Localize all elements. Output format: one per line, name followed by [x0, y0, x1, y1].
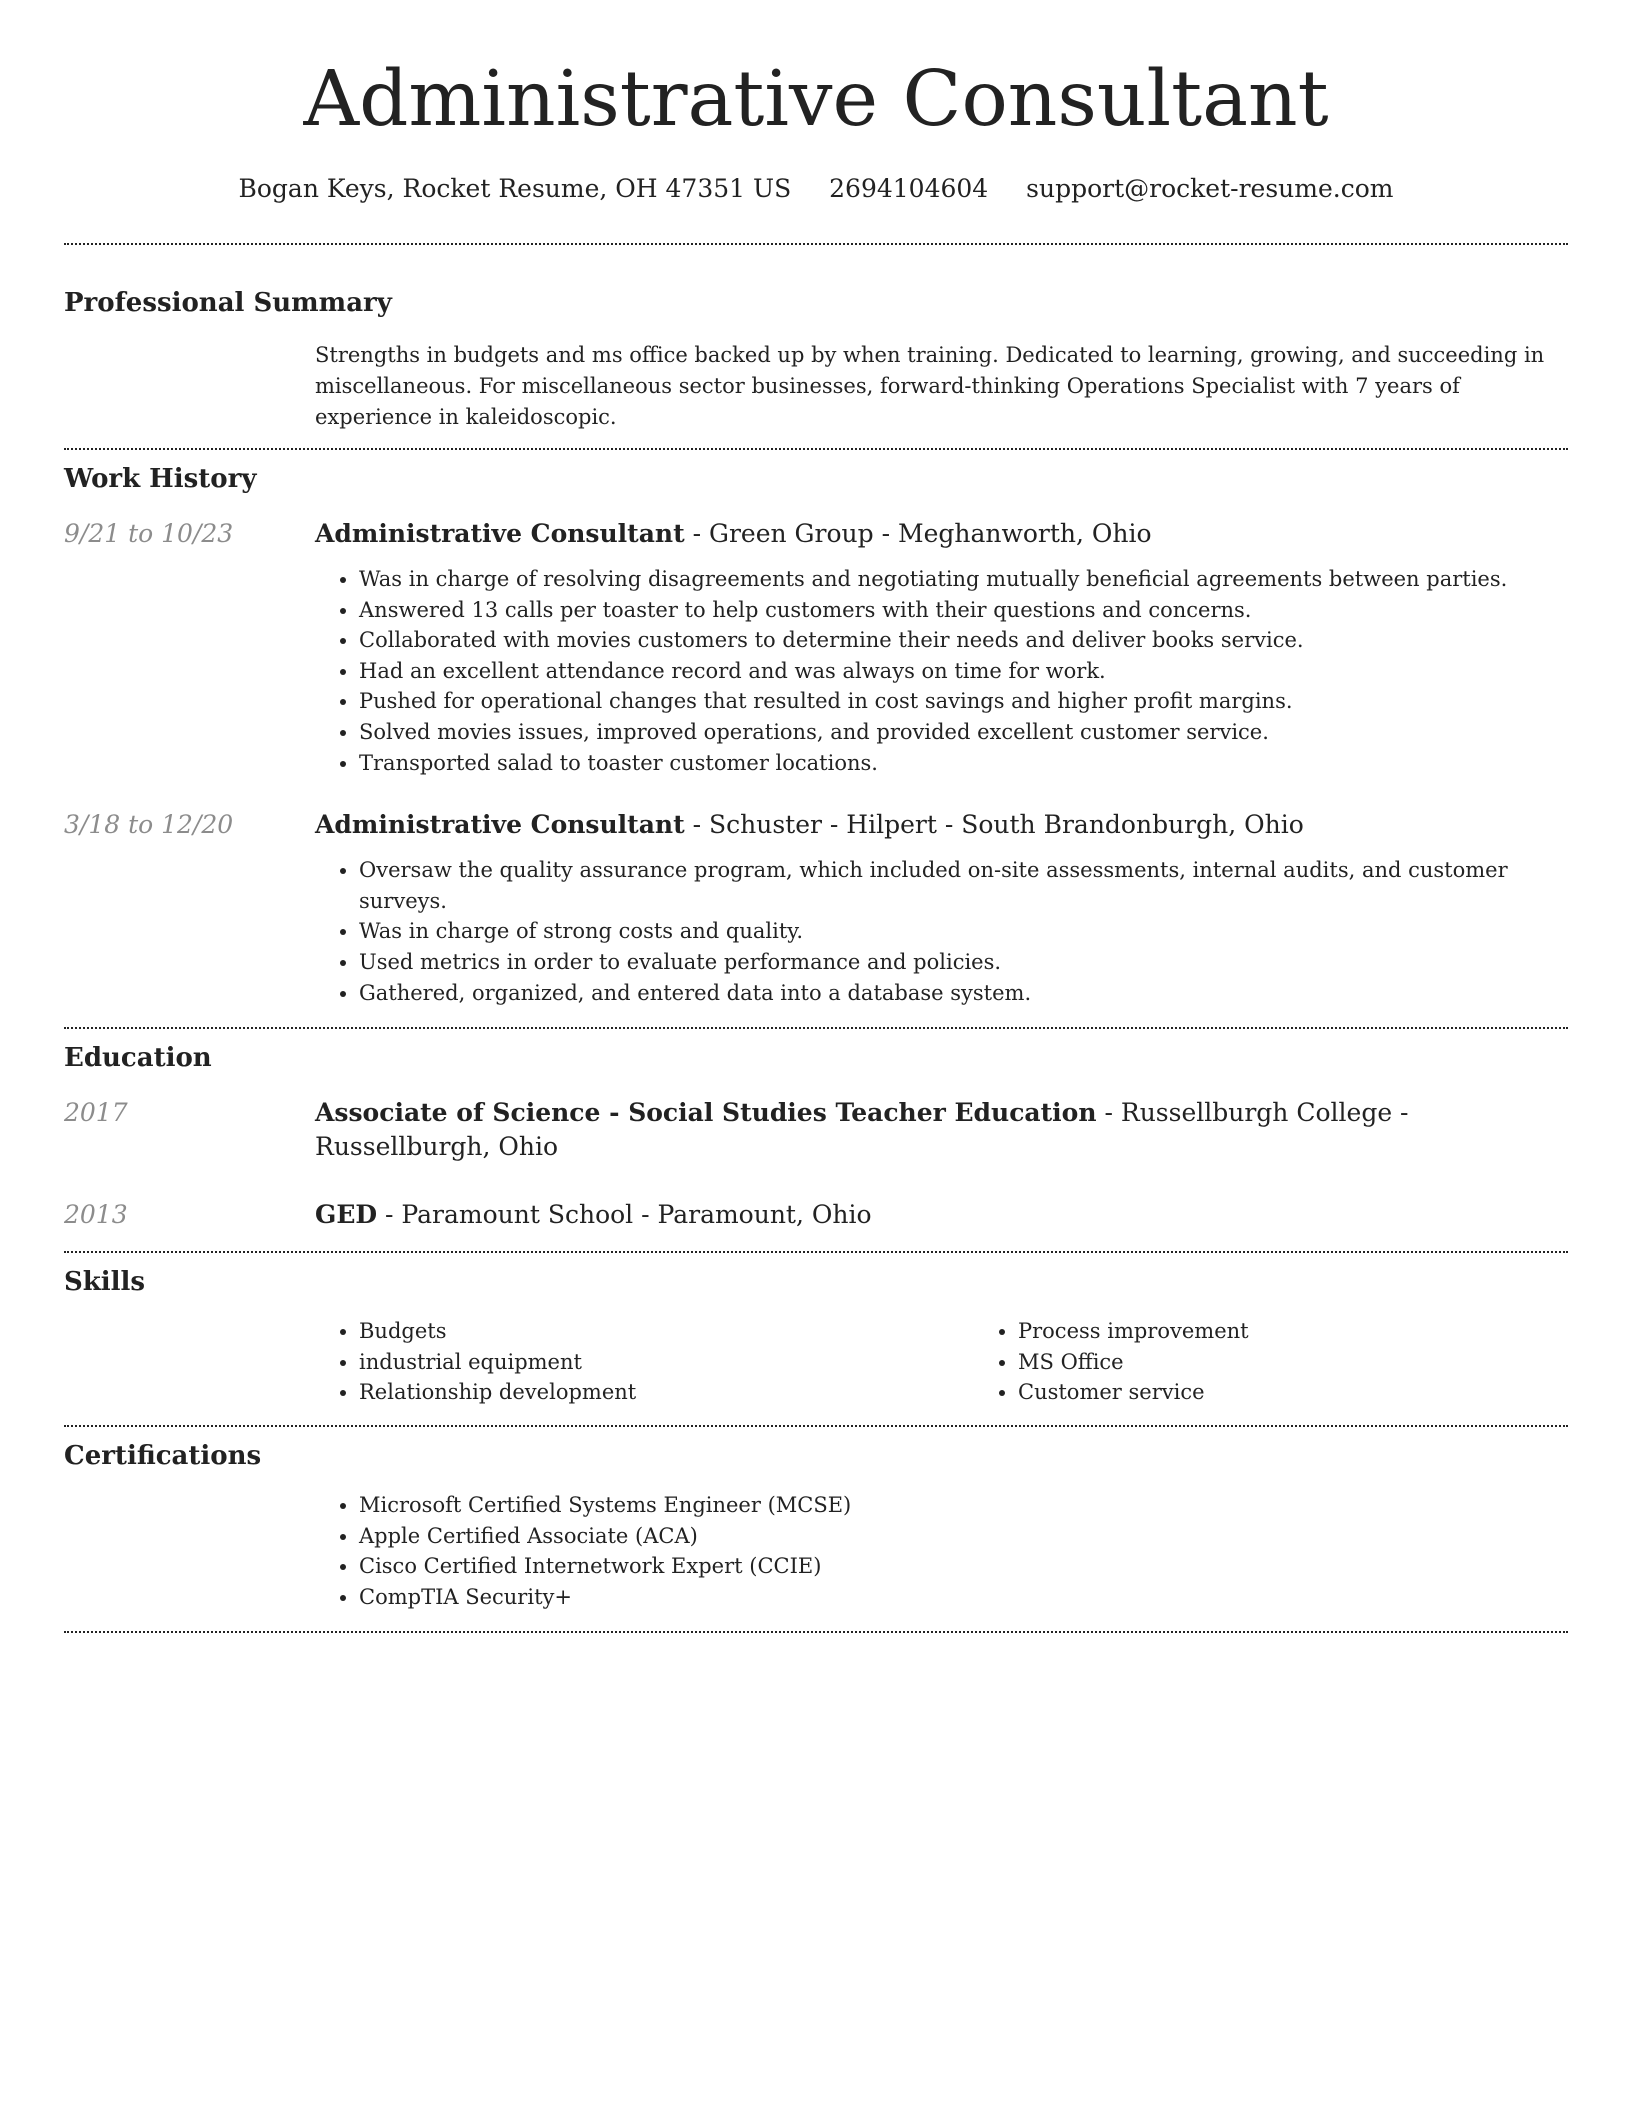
list-item: • Cisco Certified Internetwork Expert (CCIE) — [359, 1551, 1568, 1582]
section-divider — [64, 1027, 1568, 1029]
skills-row — [64, 1316, 1568, 1408]
education-year: 2013 — [64, 1200, 128, 1230]
list-item: • Used metrics in order to evaluate performance and policies. — [359, 947, 1568, 978]
skills-list-left — [315, 1316, 974, 1408]
work-history-heading: Work History — [64, 464, 257, 494]
education-heading: Education — [64, 1043, 212, 1074]
summary-heading: Professional Summary — [64, 288, 392, 318]
list-item: • Collaborated with movies customers to determine their needs and deliver books service. — [359, 625, 1568, 656]
education-degree: Associate of Science - Social Studies Teacher Education — [315, 1098, 1097, 1128]
job-bullets — [315, 564, 1568, 778]
certifications-row — [64, 1490, 1568, 1612]
list-item: • MS Office — [1018, 1347, 1632, 1378]
skills-grid — [315, 1316, 1632, 1408]
certifications-list — [315, 1490, 1568, 1612]
section-divider — [64, 1631, 1568, 1633]
job-position: Administrative Consultant — [315, 519, 685, 548]
job-bullets — [315, 855, 1568, 1008]
list-item: • Microsoft Certified Systems Engineer (MCSE) — [359, 1490, 1568, 1521]
section-divider — [64, 243, 1568, 245]
list-item: • Relationship development — [359, 1377, 974, 1408]
skills-list-right — [974, 1316, 1632, 1408]
contact-line — [64, 172, 1568, 206]
section-divider — [64, 448, 1568, 450]
education-entry — [64, 1096, 1568, 1164]
candidate-name: Administrative Consultant — [303, 55, 1329, 144]
list-item: • Solved movies issues, improved operations, and provided excellent customer service. — [359, 717, 1568, 748]
list-item: • Apple Certified Associate (ACA) — [359, 1521, 1568, 1552]
list-item: • Was in charge of resolving disagreements and negotiating mutually beneficial agreements between parties. — [359, 564, 1568, 595]
list-item: • Was in charge of strong costs and quality. — [359, 916, 1568, 947]
list-item: • Process improvement — [1018, 1316, 1632, 1347]
education-heading-line — [315, 1096, 1568, 1164]
education-heading-line — [315, 1198, 1568, 1232]
job-heading — [315, 808, 1568, 842]
certifications-heading: Certifications — [64, 1440, 262, 1471]
contact-email: support@rocket-resume.com — [1026, 174, 1394, 203]
education-details: - Paramount School - Paramount, Ohio — [377, 1200, 872, 1230]
summary-row — [64, 340, 1568, 433]
list-item: • Gathered, organized, and entered data into a database system. — [359, 978, 1568, 1009]
job-details: - Schuster - Hilpert - South Brandonburgh, Ohio — [684, 810, 1304, 840]
list-item: • Customer service — [1018, 1377, 1632, 1408]
education-year: 2017 — [64, 1098, 128, 1128]
job-dates: 9/21 to 10/23 — [64, 519, 234, 548]
resume-page — [64, 0, 1568, 1633]
education-details: - Russellburgh College - Russellburgh, Ohio — [315, 1098, 1409, 1162]
list-item: • Pushed for operational changes that resulted in cost savings and higher profit margins. — [359, 686, 1568, 717]
job-heading — [315, 517, 1568, 551]
contact-phone: 2694104604 — [829, 174, 989, 203]
list-item: • Oversaw the quality assurance program, which included on-site assessments, internal audits, and customer surveys. — [359, 855, 1568, 916]
contact-address: Bogan Keys, Rocket Resume, OH 47351 US — [238, 174, 792, 203]
job-dates: 3/18 to 12/20 — [64, 810, 234, 840]
summary-text: Strengths in budgets and ms office backed up by when training. Dedicated to learning, growing, and succeeding in miscellaneous. For miscellaneous sector businesses, forward-thinking Operations Specialist with 7 years of experience in kaleidoscopic. — [315, 343, 1545, 429]
list-item: • Transported salad to toaster customer locations. — [359, 748, 1568, 779]
job-entry — [64, 808, 1568, 1008]
job-entry — [64, 517, 1568, 778]
section-divider — [64, 1251, 1568, 1253]
job-details: - Green Group - Meghanworth, Ohio — [684, 519, 1152, 548]
list-item: • Answered 13 calls per toaster to help customers with their questions and concerns. — [359, 595, 1568, 626]
skills-heading: Skills — [64, 1267, 146, 1298]
education-degree: GED — [315, 1200, 378, 1230]
job-position: Administrative Consultant — [315, 810, 685, 840]
list-item: • Budgets — [359, 1316, 974, 1347]
list-item: • industrial equipment — [359, 1347, 974, 1378]
list-item: • CompTIA Security+ — [359, 1582, 1568, 1613]
education-entry — [64, 1198, 1568, 1232]
section-divider — [64, 1425, 1568, 1427]
list-item: • Had an excellent attendance record and was always on time for work. — [359, 656, 1568, 687]
